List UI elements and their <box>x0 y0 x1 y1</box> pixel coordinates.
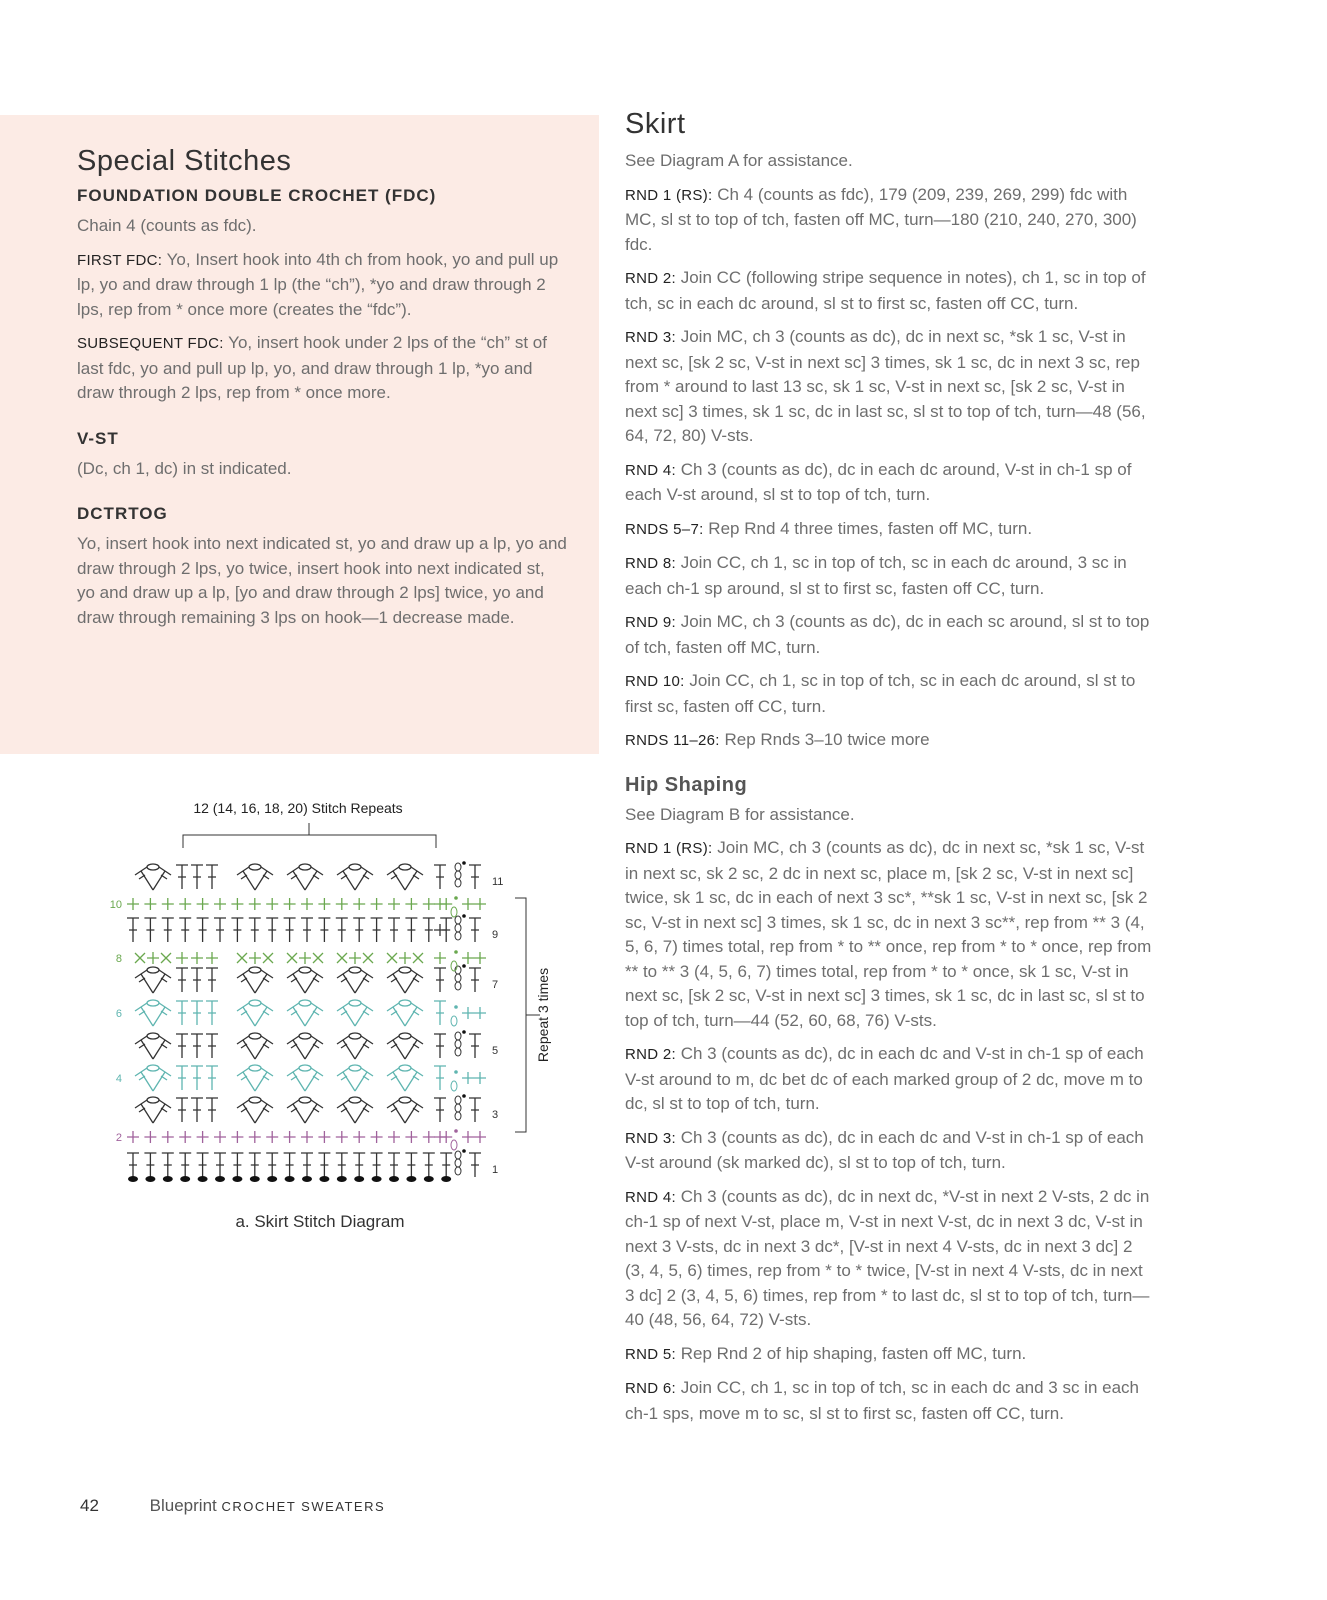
round-label: RND 5: <box>625 1345 676 1363</box>
round-instruction <box>625 266 1155 316</box>
row-number: 9 <box>492 929 499 941</box>
stitch-row-6 <box>116 1000 486 1026</box>
diagram-caption: a. Skirt Stitch Diagram <box>235 1212 405 1231</box>
round-text: Join CC, ch 1, sc in top of tch, sc in each dc and 3 sc in each ch-1 sps, move m to sc, sl st to first sc, fasten off CC, turn. <box>625 1378 1140 1423</box>
round-text: Ch 4 (counts as fdc), 179 (209, 239, 269, 299) fdc with MC, sl st to top of tch, fasten off MC, turn—180 (210, 240, 270, 300) fdc. <box>625 184 1137 254</box>
stitch-row-10 <box>110 896 486 917</box>
round-text: Ch 3 (counts as dc), dc in next dc, *V-st in next 2 V-sts, 2 dc in ch-1 sp of next V-st, place m, V-st in next V-st, dc in next 3 dc, V-st in next 3 V-sts, dc in next 3 dc*, [V-st in next 4 V-sts, dc in next 3 dc] 2 (3, 4, 5, 6) times, rep from * to * twice, [V-st in next 4 V-sts, dc in next 3 dc] 2 (3, 4, 5, 6) times, rep from * to last dc, sl st to top of tch, turn—40 (48, 56, 64, 72) V-sts. <box>625 1186 1150 1329</box>
skirt-title: Skirt <box>625 108 686 140</box>
dctrtog-text: Yo, insert hook into next indicated st, yo and draw up a lp, yo and draw through 2 lps, yo twice, insert hook into next indicated st, yo and draw up a lp, [yo and draw through 2 lps] twice, yo and draw through remaining 3 lps on hook—1 decrease made. <box>77 534 567 627</box>
fdc-intro: Chain 4 (counts as fdc). <box>77 216 257 235</box>
hip-title: Hip Shaping <box>625 773 748 796</box>
round-instruction <box>625 551 1155 601</box>
round-label: RND 6: <box>625 1380 676 1397</box>
round-label: RND 10: <box>625 673 685 690</box>
round-instruction <box>625 1376 1155 1426</box>
repeat-label: 12 (14, 16, 18, 20) Stitch Repeats <box>193 800 403 816</box>
round-instruction <box>625 517 1155 543</box>
round-label: RND 2: <box>625 270 676 287</box>
round-instruction <box>625 836 1155 1033</box>
stitch-row-11 <box>135 861 503 890</box>
round-text: Rep Rnd 2 of hip shaping, fasten off MC, turn. <box>675 1343 1027 1363</box>
label: FIRST FDC: <box>77 251 163 269</box>
round-instruction <box>625 610 1155 660</box>
round-instruction <box>625 183 1155 258</box>
round-label: RNDS 11–26: <box>625 732 720 749</box>
round-text: Join CC, ch 1, sc in top of tch, sc in each dc around, 3 sc in each ch-1 sp around, sl st to first sc, fasten off CC, turn. <box>625 553 1127 598</box>
round-label: RND 4: <box>625 1188 676 1206</box>
round-label: RND 9: <box>625 614 676 631</box>
first-fdc <box>77 248 567 323</box>
skirt-stitch-diagram <box>100 790 570 1250</box>
round-text: Join CC, ch 1, sc in top of tch, sc in each dc around, sl st to first sc, fasten off CC, turn. <box>625 671 1136 716</box>
round-label: RND 1 (RS): <box>625 186 713 204</box>
stitch-row-4 <box>116 1065 486 1091</box>
skirt-rounds <box>625 183 1155 754</box>
stitch-row-3 <box>135 1094 498 1123</box>
stitch-row-2 <box>116 1129 486 1150</box>
stitch-chart <box>100 790 570 1200</box>
round-instruction <box>625 1126 1155 1176</box>
row-number: 7 <box>492 979 499 991</box>
round-text: Join MC, ch 3 (counts as dc), dc in each sc around, sl st to top of tch, fasten off MC, turn. <box>625 612 1150 657</box>
repeat-bracket <box>183 823 436 848</box>
row-number: 10 <box>109 899 122 911</box>
row-number: 3 <box>492 1109 499 1121</box>
section-title: Special Stitches <box>77 145 292 177</box>
vst-text: (Dc, ch 1, dc) in st indicated. <box>77 458 292 478</box>
fdc-heading: FOUNDATION DOUBLE CROCHET (FDC) <box>77 186 437 205</box>
row-number: 6 <box>115 1008 122 1020</box>
text: Yo, Insert hook into 4th ch from hook, yo and pull up lp, yo and draw through 1 lp (the “ch”), *yo and draw through 2 lps, rep from * once more (creates the “fdc”). <box>77 249 559 319</box>
row-number: 4 <box>115 1073 122 1085</box>
skirt-intro: See Diagram A for assistance. <box>625 151 853 170</box>
page-footer <box>80 1496 385 1516</box>
round-instruction <box>625 458 1155 508</box>
stitch-row-5 <box>135 1030 498 1059</box>
hip-rounds <box>625 836 1155 1426</box>
hip-intro: See Diagram B for assistance. <box>625 804 855 824</box>
round-text: Join MC, ch 3 (counts as dc), dc in next sc, *sk 1 sc, V-st in next sc, [sk 2 sc, V-st in next sc] 3 times, sk 1 sc, dc in next 3 sc, rep from * around to last 13 sc, sk 1 sc, V-st in next sc, [sk 2 sc, V-st in next sc] 3 times, sk 1 sc, dc in last sc, sl st to top of tch, turn—48 (56, 64, 72, 80) V-sts. <box>625 327 1146 445</box>
vst-heading: V-ST <box>77 428 119 448</box>
round-text: Join MC, ch 3 (counts as dc), dc in next sc, *sk 1 sc, V-st in next sc, sk 2 sc, 2 dc in next sc, place m, [sk 2 sc, V-st in next sc] twice, sk 1 sc, dc in each of next 3 sc*, **sk 1 sc, V-st in next sc, [sk 2 sc, V-st in next sc] 3 times, sk 1 sc, dc in next 3 sc**, rep from ** 3 (4, 5, 6, 7) times total, rep from * to ** once, rep from * to * once, rep from ** to ** 3 (4, 5, 6, 7) times total, rep from * to * once, sk 1 sc, V-st in next sc, [sk 2 sc, V-st in next sc] 3 times, sk 1 sc, dc in last sc, sl st to top of tch, turn—44 (52, 60, 68, 76) V-sts. <box>625 838 1152 1030</box>
round-text: Join CC (following stripe sequence in notes), ch 1, sc in top of tch, sc in each dc around, sl st to first sc, fasten off CC, turn. <box>625 268 1146 313</box>
book-title: Blueprint <box>149 1496 217 1515</box>
subsequent-fdc <box>77 331 567 406</box>
instructions-column <box>625 108 1155 1435</box>
book-series: CROCHET SWEATERS <box>221 1499 386 1514</box>
row-number: 1 <box>492 1164 499 1176</box>
round-text: Ch 3 (counts as dc), dc in each dc and V-st in ch-1 sp of each V-st around (sk marked dc), sl st to top of tch, turn. <box>625 1127 1144 1172</box>
special-stitches-section <box>77 145 567 639</box>
round-label: RND 8: <box>625 555 676 572</box>
row-number: 2 <box>115 1132 122 1144</box>
label: SUBSEQUENT FDC: <box>77 335 224 352</box>
dctrtog-heading: DCTRTOG <box>77 504 168 523</box>
stitch-row-1 <box>127 1149 498 1182</box>
round-label: RND 4: <box>625 461 676 479</box>
round-label: RNDS 5–7: <box>625 520 704 538</box>
round-instruction <box>625 1042 1155 1117</box>
side-label: Repeat 3 times <box>535 967 551 1063</box>
stitch-row-7 <box>135 964 498 993</box>
round-label: RND 1 (RS): <box>625 840 713 857</box>
round-instruction <box>625 1342 1155 1368</box>
round-instruction <box>625 728 1155 754</box>
round-text: Rep Rnd 4 three times, fasten off MC, turn. <box>703 518 1033 538</box>
round-label: RND 2: <box>625 1046 676 1063</box>
round-text: Ch 3 (counts as dc), dc in each dc around, V-st in ch-1 sp of each V-st around, sl st to top of tch, turn. <box>625 459 1132 504</box>
row-number: 11 <box>492 876 504 888</box>
round-text: Rep Rnds 3–10 twice more <box>719 730 930 749</box>
page-number: 42 <box>80 1496 99 1515</box>
round-instruction <box>625 325 1155 449</box>
text: Yo, insert hook under 2 lps of the “ch” st of last fdc, yo and pull up lp, yo, and draw through 1 lp, *yo and draw through 2 lps, rep from * once more. <box>77 333 547 402</box>
row-number: 5 <box>492 1045 499 1057</box>
round-instruction <box>625 669 1155 719</box>
round-instruction <box>625 1185 1155 1333</box>
row-number: 8 <box>115 953 122 965</box>
round-label: RND 3: <box>625 1129 676 1147</box>
round-text: Ch 3 (counts as dc), dc in each dc and V-st in ch-1 sp of each V-st around to m, dc bet dc of each marked group of 2 dc, move m to dc, sl st to top of tch, turn. <box>625 1044 1144 1113</box>
stitch-row-9 <box>127 914 498 942</box>
round-label: RND 3: <box>625 329 676 346</box>
